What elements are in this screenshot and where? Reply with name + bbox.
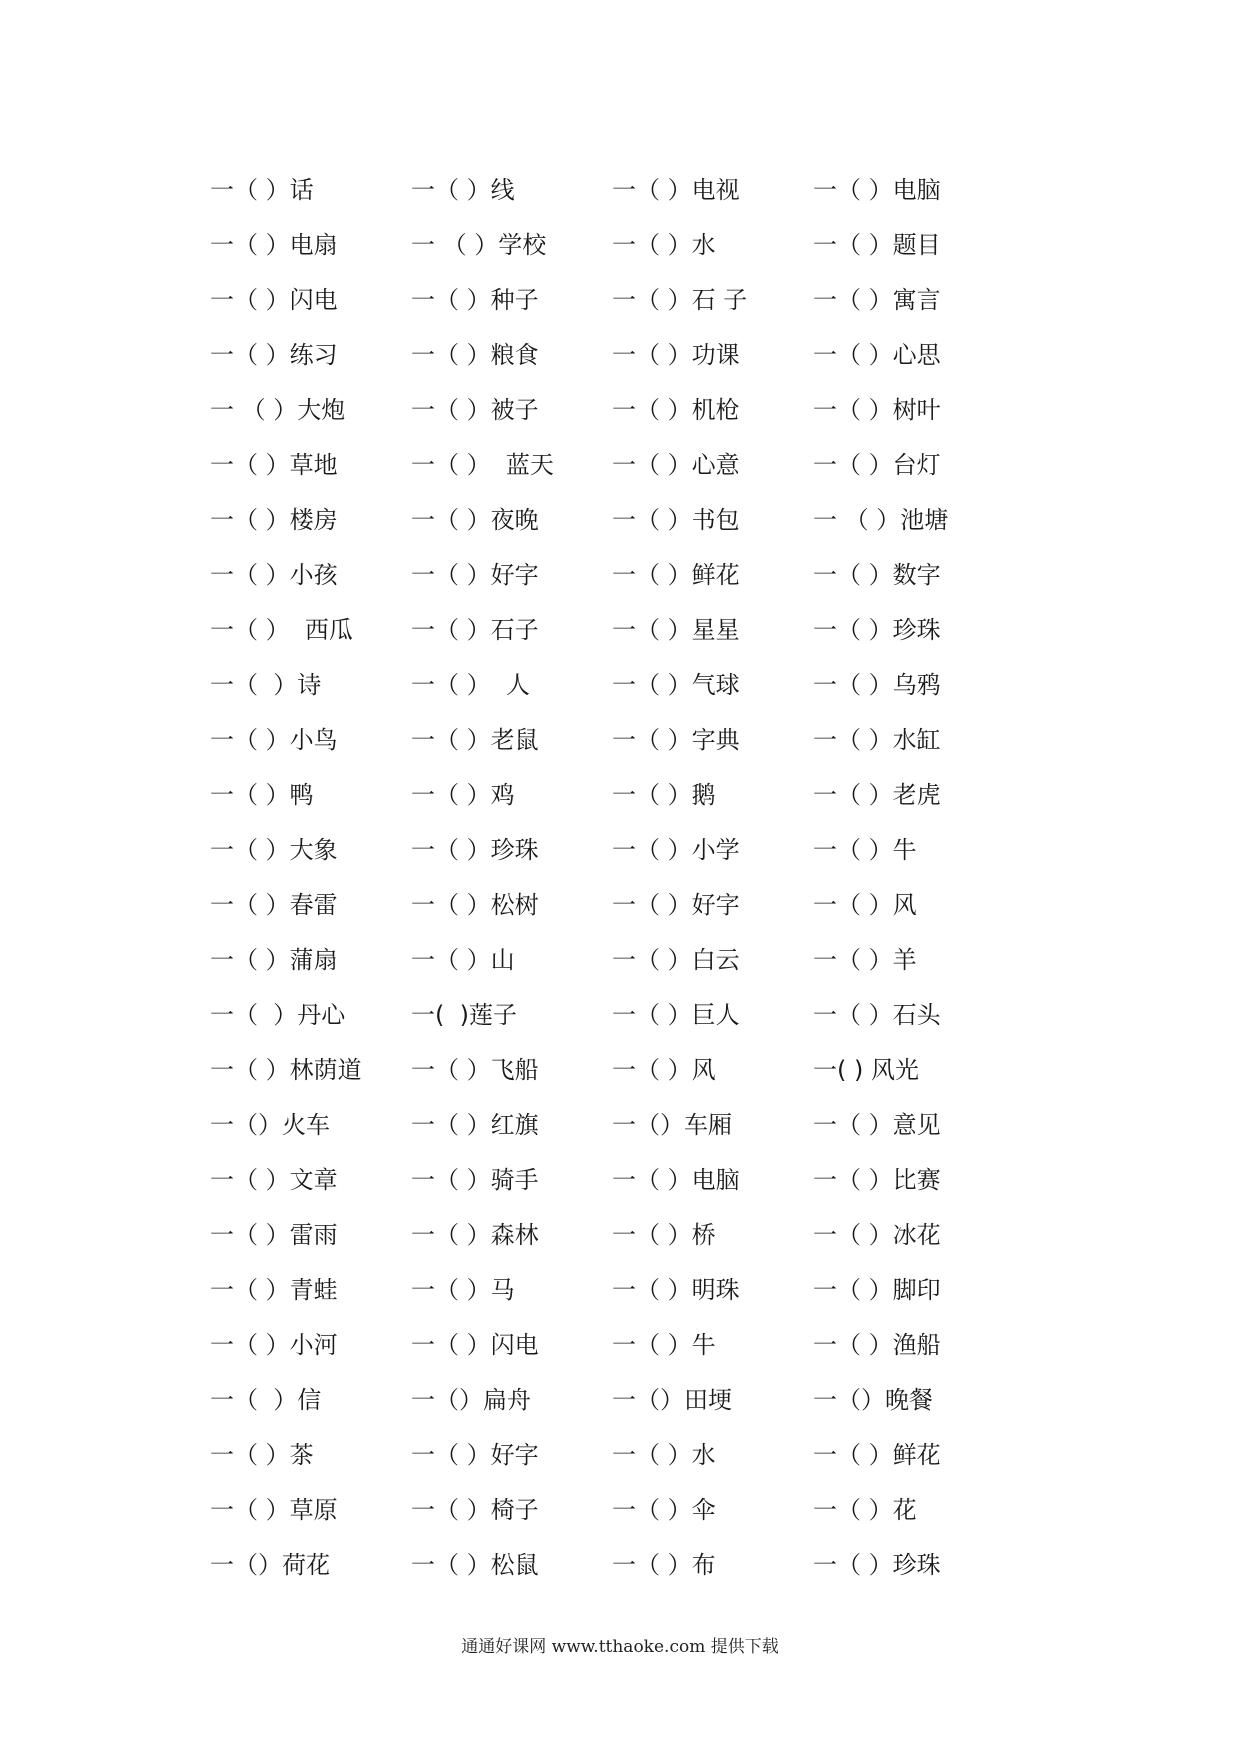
measure-word-item: 一（ ）比赛 — [813, 1165, 941, 1194]
exercise-row — [210, 1207, 1050, 1262]
measure-word-item: 一（）田埂 — [612, 1385, 732, 1414]
measure-word-item: 一（ ）白云 — [612, 945, 740, 974]
measure-word-item: 一（ ）牛 — [813, 835, 917, 864]
page-footer: 通通好课网 www.tthaoke.com 提供下载 — [461, 1637, 779, 1657]
measure-word-item: 一（ ）松树 — [411, 890, 539, 919]
exercise-row — [210, 437, 1050, 492]
measure-word-item: 一（ ） 西瓜 — [210, 615, 353, 644]
measure-word-item: 一（ ）珍珠 — [813, 1550, 941, 1579]
measure-word-item: 一（）扁舟 — [411, 1385, 531, 1414]
measure-word-item: 一（ ）被子 — [411, 395, 539, 424]
measure-word-item: 一（ ）蒲扇 — [210, 945, 338, 974]
measure-word-item: 一（ ）数字 — [813, 560, 941, 589]
measure-word-item: 一（ ）草原 — [210, 1495, 338, 1524]
measure-word-item: 一（ ）桥 — [612, 1220, 716, 1249]
measure-word-item: 一（ ）好字 — [612, 890, 740, 919]
measure-word-item: 一（ ）小鸟 — [210, 725, 338, 754]
exercise-row — [210, 987, 1050, 1042]
measure-word-item: 一（ ）羊 — [813, 945, 917, 974]
measure-word-item: 一（ ）题目 — [813, 230, 941, 259]
measure-word-item: 一（ ）石 子 — [612, 285, 748, 314]
measure-word-item: 一（ ）闪电 — [210, 285, 338, 314]
measure-word-item: 一（ ）水 — [612, 1440, 716, 1469]
exercise-row — [210, 1537, 1050, 1592]
exercise-row — [210, 602, 1050, 657]
measure-word-item: 一（ ）红旗 — [411, 1110, 539, 1139]
measure-word-item: 一（ ）乌鸦 — [813, 670, 941, 699]
measure-word-item: 一( )莲子 — [411, 1000, 517, 1029]
measure-word-item: 一（ ）话 — [210, 175, 314, 204]
measure-word-item: 一（ ）布 — [612, 1550, 716, 1579]
exercise-row — [210, 1372, 1050, 1427]
measure-word-item: 一（ ）雷雨 — [210, 1220, 338, 1249]
measure-word-item: 一（ ）巨人 — [612, 1000, 740, 1029]
measure-word-item: 一（ ） 蓝天 — [411, 450, 554, 479]
measure-word-item: 一（ ）鸭 — [210, 780, 314, 809]
measure-word-item: 一（ ）线 — [411, 175, 515, 204]
exercise-row — [210, 492, 1050, 547]
measure-word-item: 一（ ）心意 — [612, 450, 740, 479]
measure-word-item: 一（ ）练习 — [210, 340, 338, 369]
exercise-row — [210, 382, 1050, 437]
exercise-row — [210, 1042, 1050, 1097]
measure-word-item: 一（ ）意见 — [813, 1110, 941, 1139]
measure-word-item: 一（ ）电脑 — [612, 1165, 740, 1194]
exercise-row — [210, 1482, 1050, 1537]
measure-word-item: 一（ ）牛 — [612, 1330, 716, 1359]
exercise-row — [210, 547, 1050, 602]
measure-word-item: 一（ ）种子 — [411, 285, 539, 314]
measure-word-item: 一（ ）渔船 — [813, 1330, 941, 1359]
exercise-row — [210, 1427, 1050, 1482]
measure-word-item: 一（ ）夜晚 — [411, 505, 539, 534]
exercise-row — [210, 822, 1050, 877]
measure-word-item: 一（ ）星星 — [612, 615, 740, 644]
measure-word-item: 一（ ）丹心 — [210, 1000, 346, 1029]
measure-word-item: 一（ ）小学 — [612, 835, 740, 864]
measure-word-item: 一（ ）松鼠 — [411, 1550, 539, 1579]
measure-word-item: 一（ ）珍珠 — [813, 615, 941, 644]
measure-word-item: 一（ ）电视 — [612, 175, 740, 204]
exercise-row — [210, 217, 1050, 272]
measure-word-item: 一（ ）青蛙 — [210, 1275, 338, 1304]
measure-word-item: 一（ ）明珠 — [612, 1275, 740, 1304]
measure-word-item: 一（ ）小河 — [210, 1330, 338, 1359]
measure-word-item: 一（ ）风 — [813, 890, 917, 919]
measure-word-item: 一（ ）伞 — [612, 1495, 716, 1524]
measure-word-item: 一（ ）春雷 — [210, 890, 338, 919]
measure-word-item: 一（ ）草地 — [210, 450, 338, 479]
measure-word-item: 一（ ）电脑 — [813, 175, 941, 204]
measure-word-item: 一（ ）水缸 — [813, 725, 941, 754]
measure-word-item: 一（ ）诗 — [210, 670, 322, 699]
measure-word-item: 一（ ）脚印 — [813, 1275, 941, 1304]
exercise-sheet — [210, 162, 1050, 1592]
measure-word-item: 一（ ）老鼠 — [411, 725, 539, 754]
measure-word-item: 一（ ） 人 — [411, 670, 530, 699]
measure-word-item: 一（ ）功课 — [612, 340, 740, 369]
measure-word-item: 一（ ）水 — [612, 230, 716, 259]
measure-word-item: 一（ ）机枪 — [612, 395, 740, 424]
measure-word-item: 一（ ）风 — [612, 1055, 716, 1084]
exercise-row — [210, 327, 1050, 382]
measure-word-item: 一（）火车 — [210, 1110, 330, 1139]
measure-word-item: 一（ ）粮食 — [411, 340, 539, 369]
measure-word-item: 一（ ）椅子 — [411, 1495, 539, 1524]
measure-word-item: 一（ ）心思 — [813, 340, 941, 369]
measure-word-item: 一（ ）鲜花 — [813, 1440, 941, 1469]
measure-word-item: 一（ ）鲜花 — [612, 560, 740, 589]
measure-word-item: 一（ ）台灯 — [813, 450, 941, 479]
measure-word-item: 一（ ）冰花 — [813, 1220, 941, 1249]
measure-word-item: 一（）车厢 — [612, 1110, 732, 1139]
measure-word-item: 一（ ）石子 — [411, 615, 539, 644]
exercise-row — [210, 1152, 1050, 1207]
measure-word-item: 一（ ）骑手 — [411, 1165, 539, 1194]
measure-word-item: 一（ ）茶 — [210, 1440, 314, 1469]
exercise-row — [210, 657, 1050, 712]
measure-word-item: 一( ) 风光 — [813, 1055, 919, 1084]
measure-word-item: 一（ ）寓言 — [813, 285, 941, 314]
measure-word-item: 一（）荷花 — [210, 1550, 330, 1579]
measure-word-item: 一（ ）字典 — [612, 725, 740, 754]
measure-word-item: 一（ ）林荫道 — [210, 1055, 362, 1084]
measure-word-item: 一（ ）马 — [411, 1275, 515, 1304]
measure-word-item: 一（ ）闪电 — [411, 1330, 539, 1359]
exercise-row — [210, 712, 1050, 767]
exercise-row — [210, 1317, 1050, 1372]
measure-word-item: 一（ ）石头 — [813, 1000, 941, 1029]
measure-word-item: 一（ ）小孩 — [210, 560, 338, 589]
measure-word-item: 一 （ ）池塘 — [813, 505, 949, 534]
measure-word-item: 一 （ ）大炮 — [210, 395, 346, 424]
measure-word-item: 一（ ）鹅 — [612, 780, 716, 809]
measure-word-item: 一（ ）珍珠 — [411, 835, 539, 864]
measure-word-item: 一（ ）老虎 — [813, 780, 941, 809]
measure-word-item: 一（ ）文章 — [210, 1165, 338, 1194]
measure-word-item: 一（ ）好字 — [411, 560, 539, 589]
exercise-row — [210, 1262, 1050, 1317]
exercise-row — [210, 272, 1050, 327]
measure-word-item: 一（ ）鸡 — [411, 780, 515, 809]
exercise-row — [210, 767, 1050, 822]
measure-word-item: 一（ ）信 — [210, 1385, 322, 1414]
exercise-row — [210, 1097, 1050, 1152]
measure-word-item: 一（ ）气球 — [612, 670, 740, 699]
measure-word-item: 一（ ）大象 — [210, 835, 338, 864]
measure-word-item: 一（ ）树叶 — [813, 395, 941, 424]
exercise-row — [210, 932, 1050, 987]
measure-word-item: 一（ ）好字 — [411, 1440, 539, 1469]
measure-word-item: 一（ ）楼房 — [210, 505, 338, 534]
measure-word-item: 一（ ）电扇 — [210, 230, 338, 259]
measure-word-item: 一（ ）书包 — [612, 505, 740, 534]
measure-word-item: 一（ ）飞船 — [411, 1055, 539, 1084]
measure-word-item: 一（ ）森林 — [411, 1220, 539, 1249]
exercise-row — [210, 877, 1050, 932]
measure-word-item: 一（ ）花 — [813, 1495, 917, 1524]
exercise-row — [210, 162, 1050, 217]
measure-word-item: 一（ ）山 — [411, 945, 515, 974]
measure-word-item: 一（）晚餐 — [813, 1385, 933, 1414]
measure-word-item: 一 （ ）学校 — [411, 230, 547, 259]
